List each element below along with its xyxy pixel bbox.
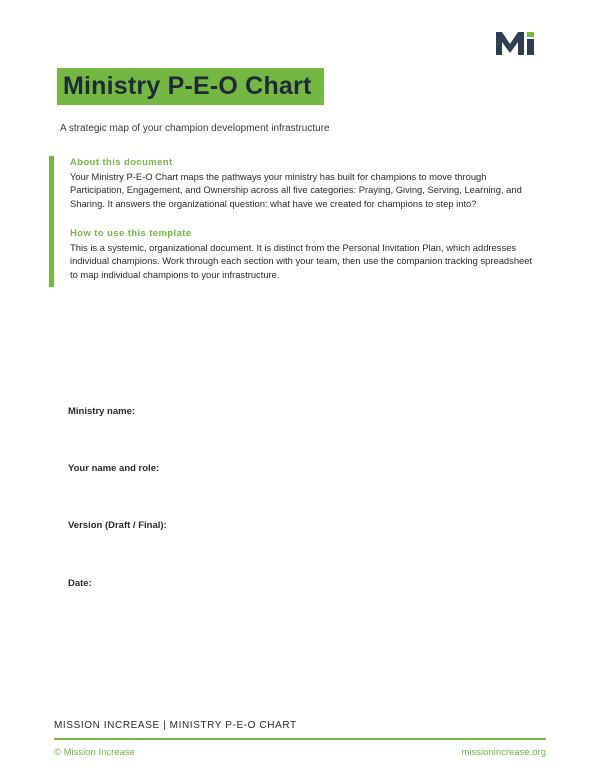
page-subtitle: A strategic map of your champion development infrastructure [60, 123, 330, 134]
howto-body: This is a systemic, organizational document. It is distinct from the Personal Invitation Plan, which addresses individual champions. Work through each section with your team, then use the companion tracking spreadsheet to map individual champions to your infrastructure. [70, 242, 533, 280]
about-section [70, 157, 542, 210]
howto-heading: How to use this template [70, 228, 192, 239]
version-label: Version (Draft / Final): [68, 520, 167, 531]
howto-section [70, 228, 542, 281]
date-label: Date: [68, 578, 92, 589]
your-name-role-label: Your name and role: [68, 463, 160, 474]
mi-logo-svg [496, 31, 536, 55]
footer-url-link[interactable]: missionincrease.org [461, 747, 546, 758]
about-body: Your Ministry P-E-O Chart maps the pathways your ministry has built for champions to move through Participation, Engagement, and Ownership across all five categories: Praying, Giving, Serving, Learning, and Sharing. It answers the organizational question: what have we created for champions to step into? [70, 171, 522, 209]
title-banner [57, 68, 324, 105]
page-title: Ministry P-E-O Chart [63, 72, 312, 100]
mi-logo-icon [496, 31, 536, 55]
footer-title: MISSION INCREASE | MINISTRY P-E-O CHART [54, 720, 297, 731]
footer-divider [54, 738, 546, 740]
callout-accent-bar [49, 156, 54, 287]
ministry-name-label: Ministry name: [68, 406, 136, 417]
about-heading: About this document [70, 157, 173, 168]
footer-copyright: © Mission Increase [54, 747, 135, 758]
